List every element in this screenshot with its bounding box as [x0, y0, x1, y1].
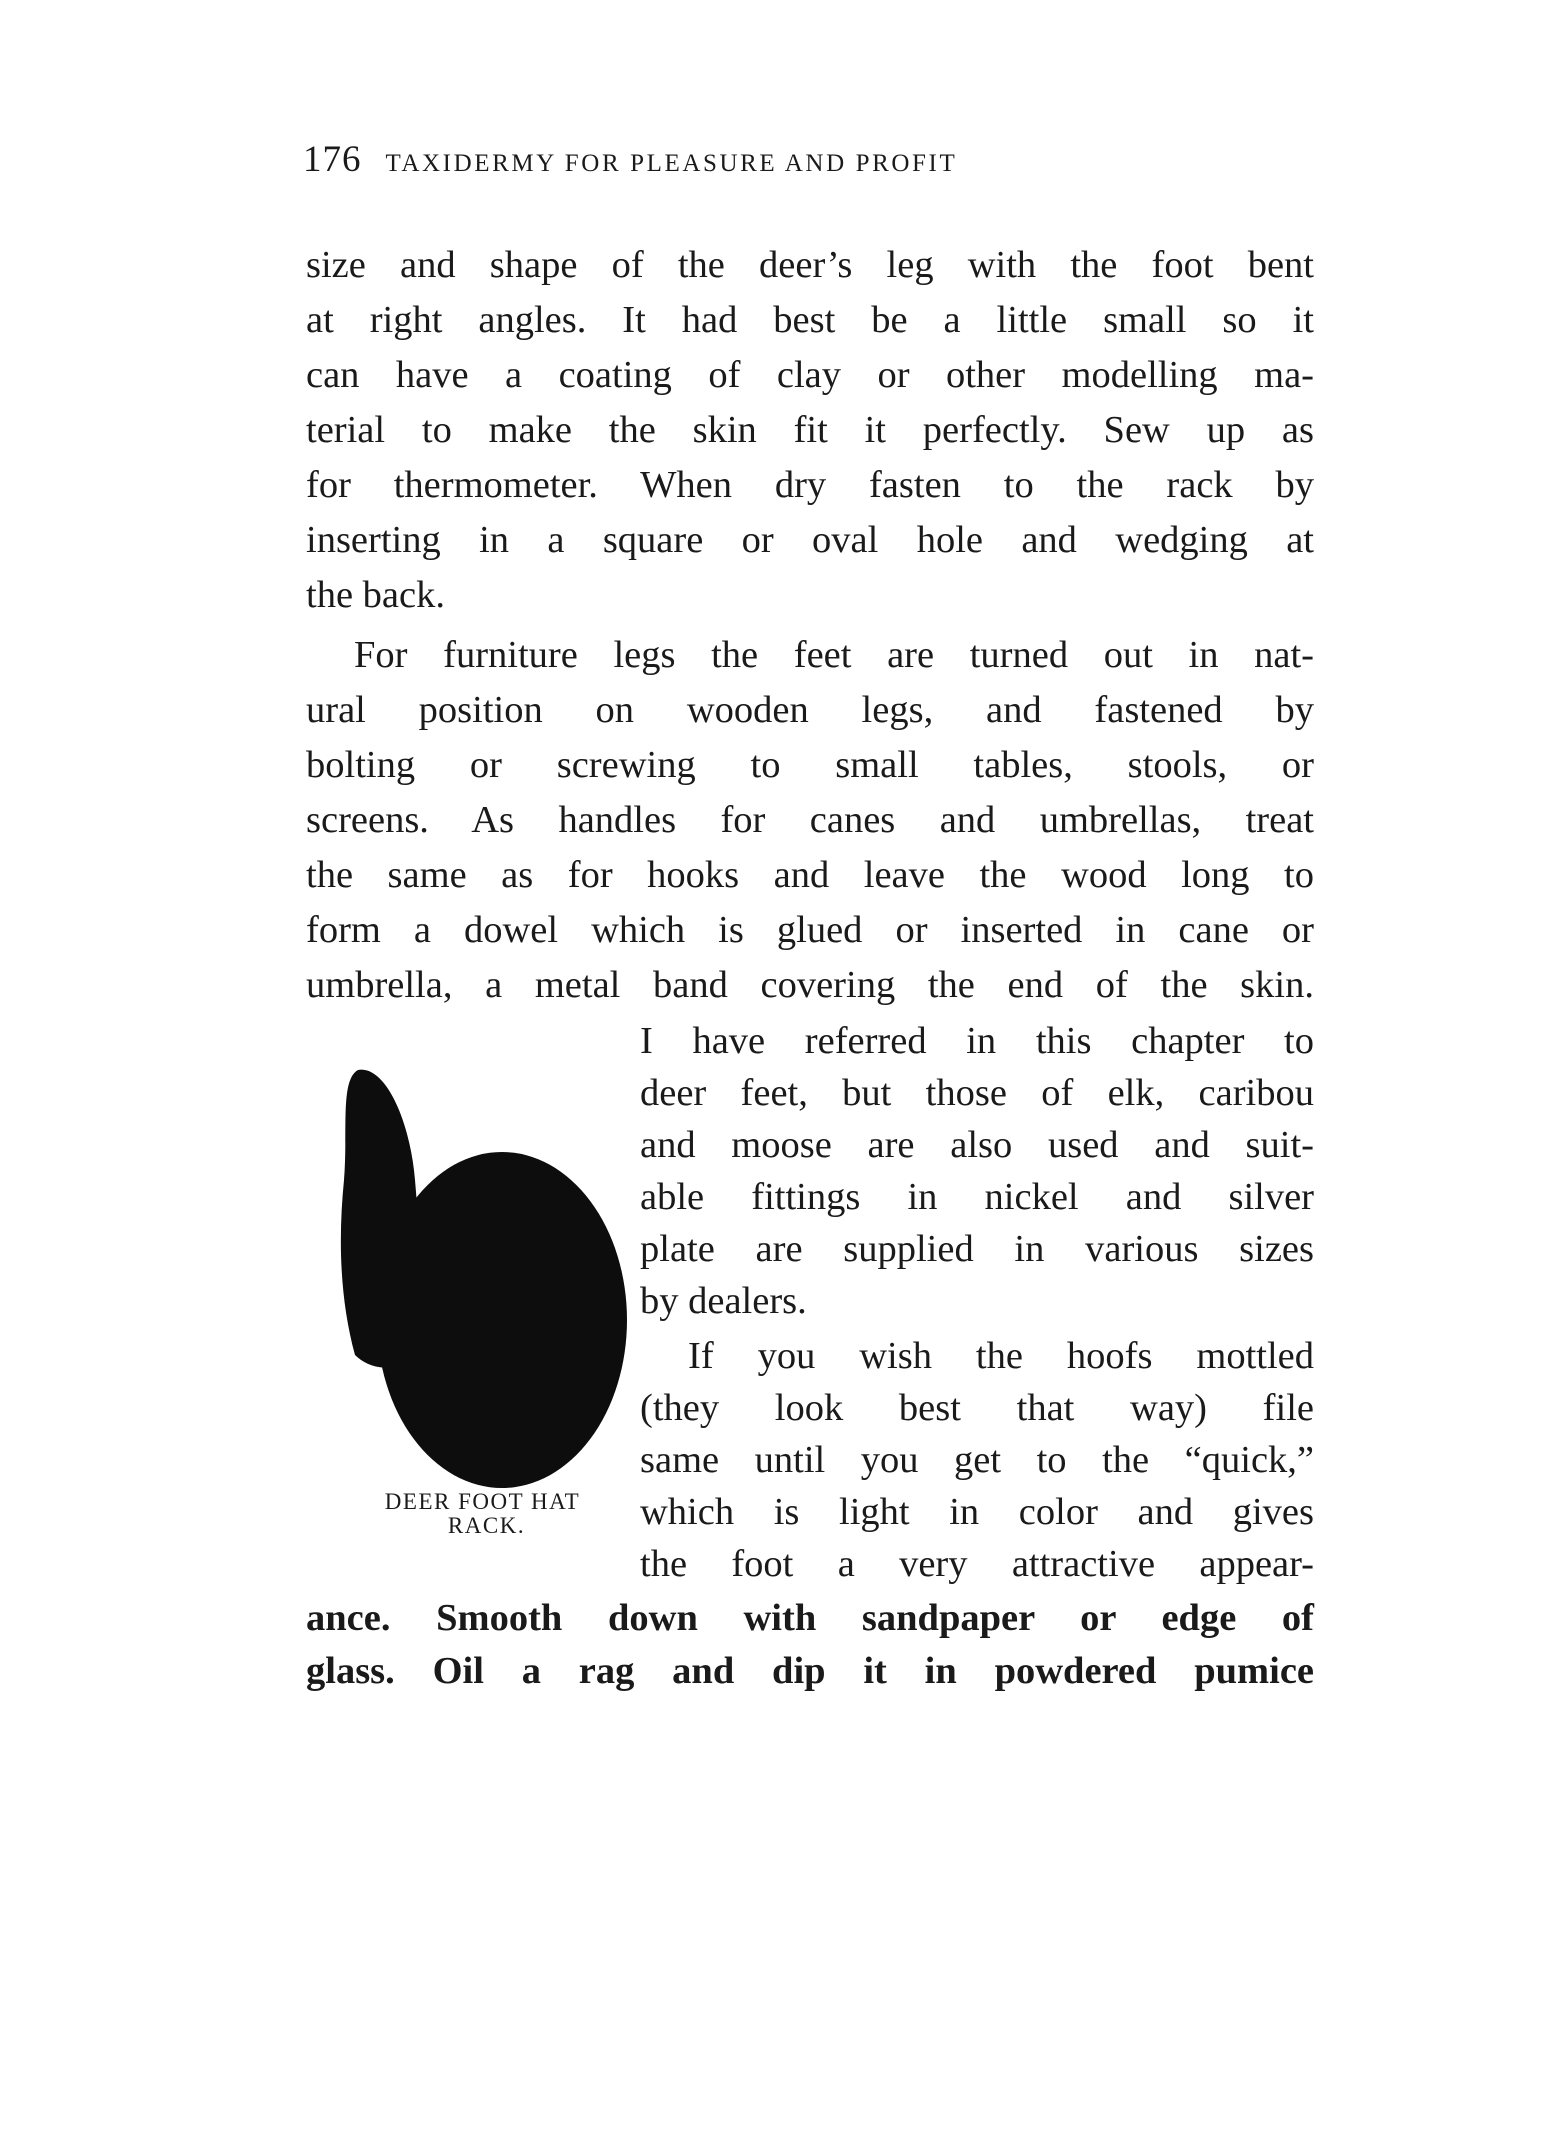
text-line: terial to make the skin fit it perfectly. Sew up as: [306, 409, 1314, 451]
hoof-silhouette: [377, 1152, 627, 1488]
running-head-title: TAXIDERMY FOR PLEASURE AND PROFIT: [385, 150, 958, 177]
text-line: If you wish the hoofs mottled: [688, 1335, 1314, 1377]
text-line: ance. Smooth down with sandpaper or edge of: [306, 1597, 1314, 1639]
text-line: by dealers.: [640, 1280, 807, 1322]
page-number: 176: [303, 139, 362, 180]
text-line: the same as for hooks and leave the wood long to: [306, 854, 1314, 896]
text-line: same until you get to the “quick,”: [640, 1439, 1314, 1481]
paragraph-1: [306, 238, 1314, 623]
text-line: bolting or screwing to small tables, stools, or: [306, 744, 1314, 786]
paragraph-2: [306, 628, 1314, 1013]
text-line: at right angles. It had best be a little small so it: [306, 299, 1314, 341]
figure-caption-line-1: DEER FOOT HAT: [384, 1489, 581, 1514]
text-line: the back.: [306, 574, 445, 616]
text-line: which is light in color and gives: [640, 1491, 1314, 1533]
text-line: umbrella, a metal band covering the end of the skin.: [306, 964, 1314, 1006]
text-line: I have referred in this chapter to: [640, 1020, 1314, 1062]
deer-foot-hat-rack-figure: [330, 1050, 630, 1495]
figure-caption: [330, 1490, 635, 1538]
paragraph-4-continuation: [306, 1592, 1314, 1698]
text-line: plate are supplied in various sizes: [640, 1228, 1314, 1270]
text-line: ural position on wooden legs, and fastened by: [306, 689, 1314, 731]
text-line: For furniture legs the feet are turned out in nat-: [354, 634, 1314, 676]
text-line: size and shape of the deer’s leg with the foot bent: [306, 244, 1314, 286]
text-line: form a dowel which is glued or inserted in cane or: [306, 909, 1314, 951]
running-head: [303, 138, 1323, 184]
text-line: and moose are also used and suit-: [640, 1124, 1314, 1166]
text-line: glass. Oil a rag and dip it in powdered pumice: [306, 1650, 1314, 1692]
text-line: the foot a very attractive appear-: [640, 1543, 1314, 1585]
text-line: deer feet, but those of elk, caribou: [640, 1072, 1314, 1114]
text-line: able fittings in nickel and silver: [640, 1176, 1314, 1218]
text-line: for thermometer. When dry fasten to the rack by: [306, 464, 1314, 506]
figure-caption-line-2: RACK.: [447, 1513, 526, 1538]
text-line: screens. As handles for canes and umbrellas, treat: [306, 799, 1314, 841]
text-line: (they look best that way) file: [640, 1387, 1314, 1429]
text-line: inserting in a square or oval hole and wedging at: [306, 519, 1314, 561]
paragraph-3: [640, 1015, 1314, 1327]
paragraph-4-wrapped: [640, 1330, 1314, 1590]
text-line: can have a coating of clay or other modelling ma-: [306, 354, 1314, 396]
